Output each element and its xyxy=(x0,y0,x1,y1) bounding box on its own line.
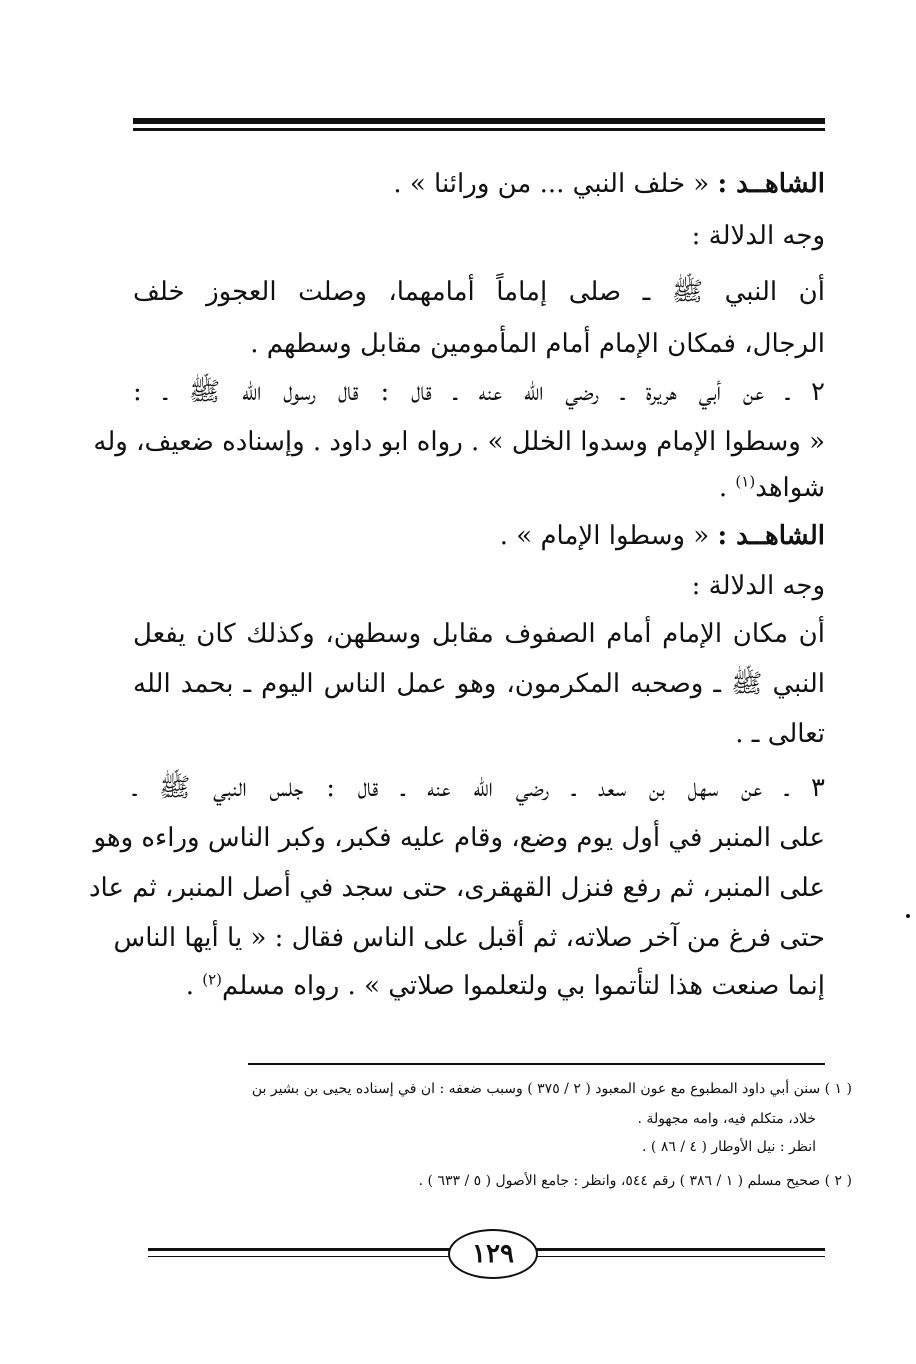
text-line xyxy=(133,270,825,314)
text-line xyxy=(133,712,825,756)
shahid-label: الشاهــد : xyxy=(717,169,825,199)
line-text: « وسطوا الإمام » . xyxy=(499,521,710,551)
page-number-text: ١٢٩ xyxy=(472,1239,514,1269)
text-line xyxy=(133,514,825,558)
text-line xyxy=(133,564,825,608)
line-text: أن النبي ﷺ ـ صلى إماماً أمامهما، وصلت العجوز خلف xyxy=(133,277,825,307)
footer-rule-right xyxy=(534,1248,825,1251)
footer-rule-right-lower xyxy=(534,1256,825,1257)
header-rule-thin xyxy=(133,128,825,131)
text-line xyxy=(133,214,825,258)
footnote-ref: (٢) xyxy=(202,970,223,989)
header-rule-thick xyxy=(133,118,825,124)
footnote-2: ( ٢ ) صحيح مسلم ( ١ / ٣٨٦ ) رقم ٥٤٤، وانظر : جامع الأصول ( ٥ / ٦٣٣ ) . xyxy=(418,1173,852,1189)
footnote-separator xyxy=(248,1063,825,1065)
text-line xyxy=(133,612,825,656)
footnote-1-cont: خلاد، متكلم فيه، وامه مجهولة . xyxy=(637,1111,816,1127)
line-text: أن مكان الإمام أمام الصفوف مقابل وسطهن، وكذلك كان يفعل xyxy=(133,619,825,649)
line-text: ٢ ـ عن أبي هريرة ـ رضي الله عنه ـ قال : قال رسول الله ﷺ ـ : xyxy=(133,377,825,407)
line-text: وجه الدلالة : xyxy=(691,221,825,251)
line-text: النبي ﷺ ـ وصحبه المكرمون، وهو عمل الناس اليوم ـ بحمد الله xyxy=(133,669,825,699)
line-text: وجه الدلالة : xyxy=(691,571,825,601)
line-text: حتى فرغ من آخر صلاته، ثم أقبل على الناس فقال : « يا أيها الناس xyxy=(113,923,825,953)
line-text: تعالى ـ . xyxy=(735,719,825,749)
margin-dot xyxy=(906,914,910,918)
footnote-1-ref: انظر : نيل الأوطار ( ٤ / ٨٦ ) . xyxy=(642,1139,816,1155)
text-line xyxy=(133,466,825,510)
line-text: شواهد xyxy=(755,473,825,503)
main-text xyxy=(88,162,825,1022)
text-line xyxy=(113,916,825,960)
text-line xyxy=(133,370,825,414)
line-tail: . xyxy=(185,971,203,1001)
text-line xyxy=(133,162,825,206)
line-text: الرجال، فمكان الإمام أمام المأمومين مقابل وسطهم . xyxy=(250,329,825,359)
line-text: على المنبر في أول يوم وضع، وقام عليه فكبر، وكبر الناس وراءه وهو xyxy=(93,823,825,853)
text-line xyxy=(133,662,825,706)
line-text: إنما صنعت هذا لتأتموا بي ولتعلموا صلاتي » . رواه مسلم xyxy=(222,971,825,1001)
footer-rule-left-lower xyxy=(148,1256,450,1257)
text-line xyxy=(93,420,825,464)
line-text: « خلف النبي ... من ورائنا » . xyxy=(393,169,710,199)
line-tail: . xyxy=(718,473,736,503)
shahid-label: الشاهــد : xyxy=(717,521,825,551)
footer-rule-left xyxy=(148,1248,450,1251)
line-text: ٣ ـ عن سهل بن سعد ـ رضي الله عنه ـ قال : جلس النبي ﷺ ـ xyxy=(133,773,825,803)
footnote-ref: (١) xyxy=(735,472,756,491)
text-line xyxy=(133,766,825,810)
text-line xyxy=(93,816,825,860)
footnote-1: ( ١ ) سنن أبي داود المطبوع مع عون المعبود ( ٢ / ٣٧٥ ) وسبب ضعفه : ان في إسناده يحيى بن بشير بن xyxy=(251,1081,852,1097)
text-line xyxy=(133,964,825,1008)
line-text: « وسطوا الإمام وسدوا الخلل » . رواه ابو داود . وإسناده ضعيف، وله xyxy=(93,427,825,457)
text-line xyxy=(88,866,825,910)
line-text: على المنبر، ثم رفع فنزل القهقرى، حتى سجد في أصل المنبر، ثم عاد xyxy=(88,873,825,903)
text-line xyxy=(133,322,825,366)
page-number xyxy=(448,1229,538,1279)
